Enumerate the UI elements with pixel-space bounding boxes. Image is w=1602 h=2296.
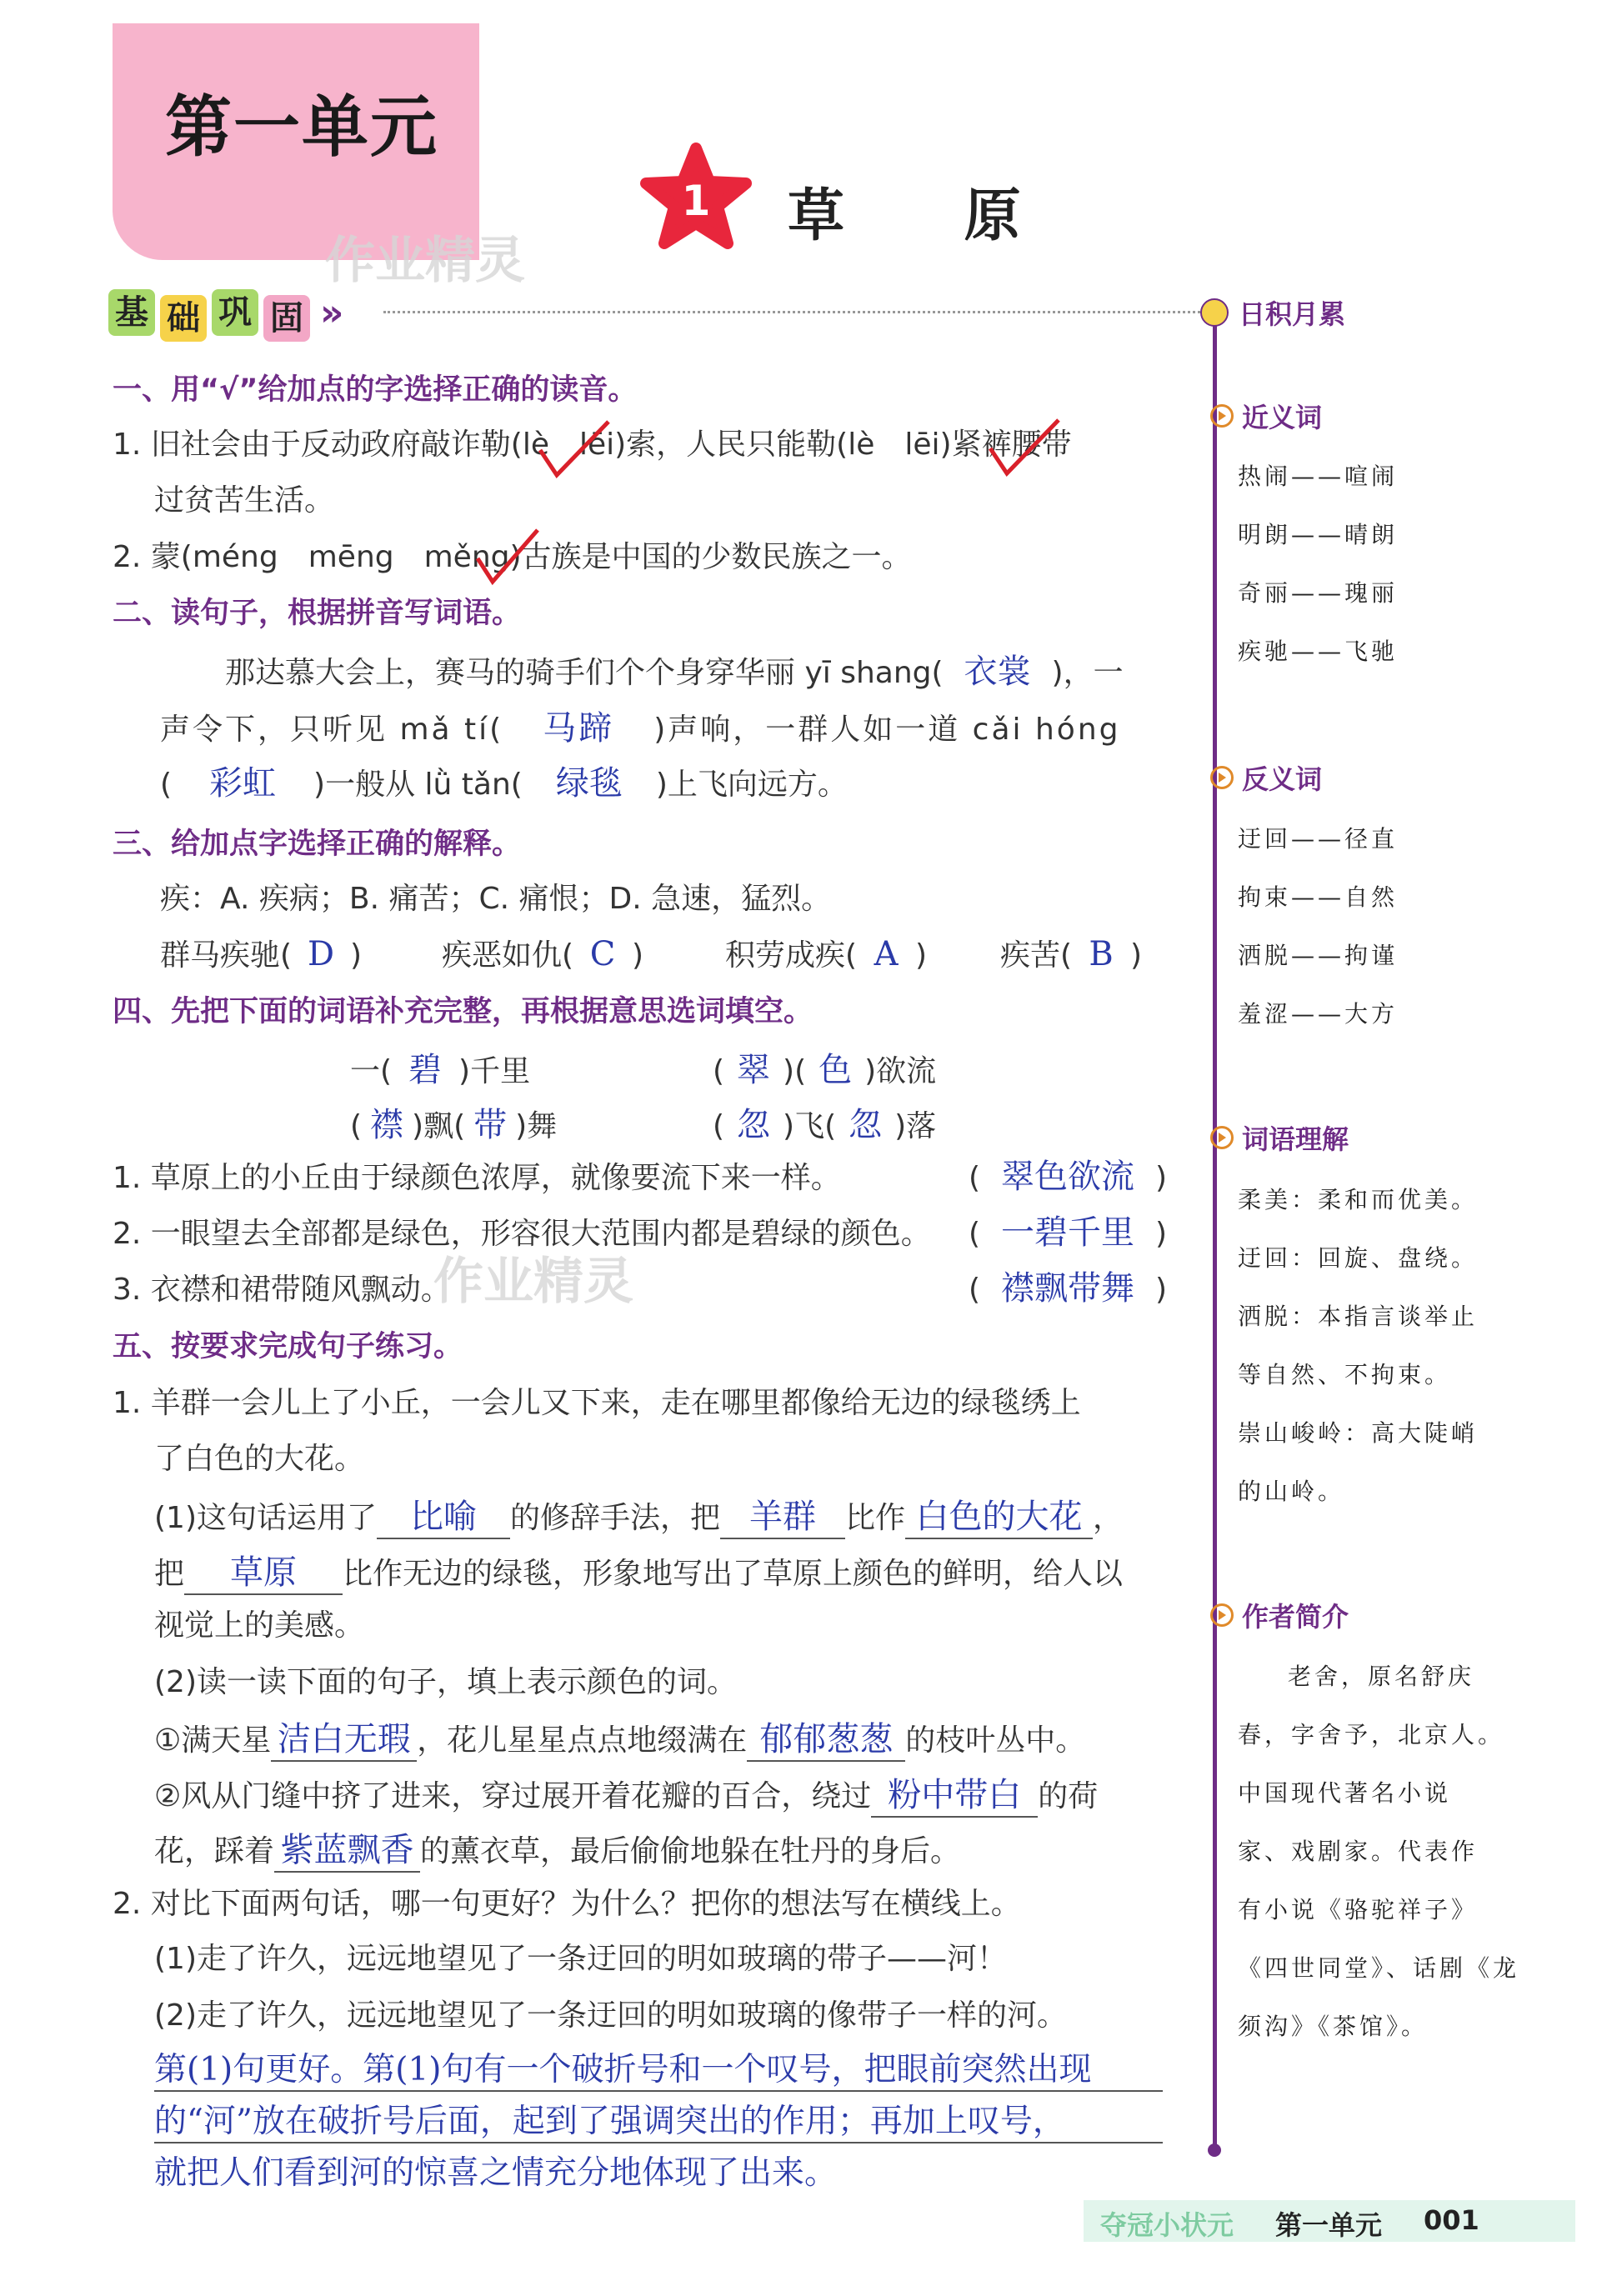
answer: 白色的大花: [905, 1490, 1093, 1539]
section-char: 础: [160, 295, 207, 342]
q3-item: 疾苦( B ): [1000, 935, 1143, 973]
q4-fill-answer: ( 一碧千里 ): [969, 1213, 1168, 1252]
sidebar-item: 洒脱：本指言谈举止: [1238, 1303, 1479, 1330]
answer: 翠: [737, 1051, 771, 1089]
q3-item: 群马疾驰( D ): [160, 935, 363, 973]
watermark: 作业精灵: [433, 1253, 633, 1311]
answer: 洁白无瑕: [271, 1713, 417, 1762]
answer: 忽: [737, 1106, 771, 1144]
q1-item1-line1: 1. 旧社会由于反动政府敲诈勒(lè lēi)索，人民只能勒(lè lēi)紧裤腰带: [113, 428, 1072, 462]
q4-word: ( 翠 )( 色 )欲流: [713, 1043, 936, 1091]
sidebar-item: 家、戏剧家。代表作: [1238, 1838, 1479, 1865]
section-char: 巩: [212, 289, 258, 336]
q4-word: 一( 碧 )千里: [350, 1043, 530, 1091]
sidebar-item: 崇山峻岭：高大陡峭: [1238, 1419, 1479, 1447]
lesson-name: 草 原: [788, 183, 1071, 249]
play-icon: [1210, 1603, 1234, 1627]
sidebar-item: 洒脱——拘谨: [1238, 942, 1399, 969]
answer: 襟: [370, 1106, 404, 1144]
answer: 草原: [184, 1546, 343, 1595]
q4-fill-text: 3. 衣襟和裙带随风飘动。: [113, 1273, 451, 1307]
q2-line1: 那达慕大会上，赛马的骑手们个个身穿华丽 yī shang( 衣裳 )，一: [225, 645, 1124, 693]
q5-s1-line1: 1. 羊群一会儿上了小丘，一会儿又下来，走在哪里都像给无边的绿毯绣上: [113, 1386, 1081, 1420]
q5-p1-line3: 视觉上的美感。: [154, 1608, 365, 1643]
sidebar-item: 有小说《骆驼祥子》: [1238, 1896, 1479, 1923]
sidebar-item: 中国现代著名小说: [1238, 1779, 1452, 1807]
check-mark: [533, 417, 617, 483]
answer-line: 的“河”放在破折号后面，起到了强调突出的作用；再加上叹号，: [154, 2095, 1163, 2143]
q4-fill-answer: ( 襟飘带舞 ): [969, 1269, 1168, 1308]
answer: D: [308, 935, 335, 973]
answer: 郁郁葱葱: [747, 1713, 905, 1762]
answer: 带: [473, 1106, 508, 1144]
sidebar-item: 奇丽——瑰丽: [1238, 579, 1399, 607]
q5-s2-b: (2)走了许久，远远地望见了一条迂回的明如玻璃的像带子一样的河。: [154, 1998, 1067, 2033]
answer: 紫蓝飘香: [274, 1823, 420, 1873]
sidebar-item: 拘束——自然: [1238, 883, 1399, 911]
unit-title: 第一单元: [165, 88, 438, 166]
section-divider: [383, 311, 1200, 313]
answer: 比喻: [377, 1490, 510, 1539]
q5-s2: 2. 对比下面两句话，哪一句更好？为什么？把你的想法写在横线上。: [113, 1887, 1021, 1921]
q1-item1-line2: 过贫苦生活。: [154, 483, 335, 518]
play-icon: [1210, 1126, 1234, 1149]
sidebar-item: 春，字舍予，北京人。: [1238, 1721, 1505, 1748]
q4-word: ( 忽 )飞( 忽 )落: [713, 1098, 936, 1146]
sidebar-item: 迂回：回旋、盘绕。: [1238, 1244, 1479, 1272]
lesson-number-badge: [638, 142, 754, 258]
answer: 马蹄: [543, 709, 615, 748]
sidebar-item: 疾驰——飞驰: [1238, 638, 1399, 665]
sidebar-item: 热闹——喧闹: [1238, 463, 1399, 490]
sidebar-jyc-title: 近义词: [1210, 397, 1322, 435]
answer: C: [589, 935, 616, 973]
q4-word: ( 襟 )飘( 带 )舞: [350, 1098, 557, 1146]
q2-line2: 声令下，只听见 mǎ tí( 马蹄 )声响，一群人如一道 cǎi hóng: [160, 702, 1121, 749]
answer: B: [1089, 935, 1114, 973]
answer: 彩虹: [209, 764, 277, 803]
watermark: 作业精灵: [325, 232, 525, 290]
sidebar-rule-end: [1208, 2143, 1221, 2157]
sidebar-cylj-title: 词语理解: [1210, 1118, 1349, 1157]
sidebar-item: 迂回——径直: [1238, 825, 1399, 853]
q3-item: 疾恶如仇( C ): [442, 935, 644, 973]
section-arrow: »: [320, 291, 344, 334]
sidebar-item: 《四世同堂》、话剧《龙: [1238, 1954, 1520, 1982]
q3-item: 积劳成疾( A ): [725, 935, 928, 973]
section-header: [108, 283, 343, 342]
q2-line3: ( 彩虹 )一般从 lǜ tǎn( 绿毯 )上飞向远方。: [160, 757, 848, 804]
sidebar-item: 老舍，原名舒庆: [1288, 1663, 1475, 1690]
q4-heading: 四、先把下面的词语补充完整，再根据意思选词填空。: [113, 995, 814, 1028]
answer: 忽: [849, 1106, 883, 1144]
answer: 衣裳: [964, 653, 1031, 691]
page-number: 001: [1424, 2204, 1479, 2236]
q1-heading: 一、用“√”给加点的字选择正确的读音。: [113, 373, 638, 407]
sidebar-item: 柔美：柔和而优美。: [1238, 1186, 1479, 1213]
sidebar-zzjj-title: 作者简介: [1210, 1596, 1349, 1634]
sidebar-fyc-title: 反义词: [1210, 758, 1322, 797]
sidebar-item: 的山岭。: [1238, 1478, 1345, 1505]
q5-p1-line1: (1)这句话运用了 比喻 的修辞手法，把 羊群 比作 白色的大花 ，: [154, 1490, 1123, 1539]
sidebar-item: 明朗——晴朗: [1238, 521, 1399, 548]
footer-unit: 第一单元: [1275, 2209, 1383, 2241]
q1-item2: 2. 蒙(méng mēng měng)古族是中国的少数民族之一。: [113, 540, 912, 574]
q5-p1-line2: 把 草原 比作无边的绿毯，形象地写出了草原上颜色的鲜明，给人以: [154, 1546, 1123, 1595]
q5-s1-line2: 了白色的大花。: [154, 1442, 365, 1476]
sidebar-item: 羞涩——大方: [1238, 1000, 1399, 1028]
q5-s2-a: (1)走了许久，远远地望见了一条迂回的明如玻璃的带子——河！: [154, 1942, 1007, 1976]
q3-heading: 三、给加点字选择正确的解释。: [113, 828, 522, 861]
section-char: 固: [263, 295, 310, 342]
q5-c2-line2: 花，踩着 紫蓝飘香 的薰衣草，最后偷偷地躲在牡丹的身后。: [154, 1823, 960, 1873]
section-char: 基: [108, 289, 155, 336]
q4-fill-text: 1. 草原上的小丘由于绿颜色浓厚，就像要流下来一样。: [113, 1161, 841, 1195]
answer: 色: [819, 1051, 853, 1089]
sidebar-title: 日积月累: [1200, 293, 1345, 332]
play-icon: [1210, 404, 1234, 428]
q5-heading: 五、按要求完成句子练习。: [113, 1330, 463, 1363]
q5-c2-line1: ②风从门缝中挤了进来，穿过展开着花瓣的百合，绕过 粉中带白 的荷: [154, 1768, 1098, 1818]
check-mark: [471, 525, 546, 592]
q5-p2: (2)读一读下面的句子，填上表示颜色的词。: [154, 1665, 737, 1699]
q2-heading: 二、读句子，根据拼音写词语。: [113, 597, 522, 630]
footer-brand: 夺冠小状元: [1100, 2209, 1234, 2241]
book-icon: [1200, 298, 1229, 327]
answer-line: 第(1)句更好。第(1)句有一个破折号和一个叹号，把眼前突然出现: [154, 2043, 1163, 2092]
answer-line: 就把人们看到河的惊喜之情充分地体现了出来。: [154, 2154, 838, 2192]
play-icon: [1210, 766, 1234, 789]
sidebar-rule: [1213, 308, 1217, 2150]
answer: A: [874, 935, 899, 973]
answer: 羊群: [720, 1490, 845, 1539]
q3-options: 疾：A. 疾病；B. 痛苦；C. 痛恨；D. 急速，猛烈。: [160, 882, 832, 916]
answer: 碧: [408, 1051, 443, 1089]
answer: 粉中带白: [871, 1768, 1038, 1818]
check-mark: [984, 415, 1067, 482]
lesson-number: 1: [681, 177, 711, 225]
sidebar-item: 须沟》《茶馆》。: [1238, 2013, 1429, 2040]
q4-fill-answer: ( 翠色欲流 ): [969, 1158, 1168, 1196]
q4-fill-text: 2. 一眼望去全部都是绿色，形容很大范围内都是碧绿的颜色。: [113, 1217, 931, 1251]
answer: 绿毯: [555, 764, 623, 803]
q5-c1: ①满天星 洁白无瑕 ，花儿星星点点地缀满在 郁郁葱葱 的枝叶丛中。: [154, 1713, 1085, 1762]
sidebar-item: 等自然、不拘束。: [1238, 1361, 1452, 1388]
